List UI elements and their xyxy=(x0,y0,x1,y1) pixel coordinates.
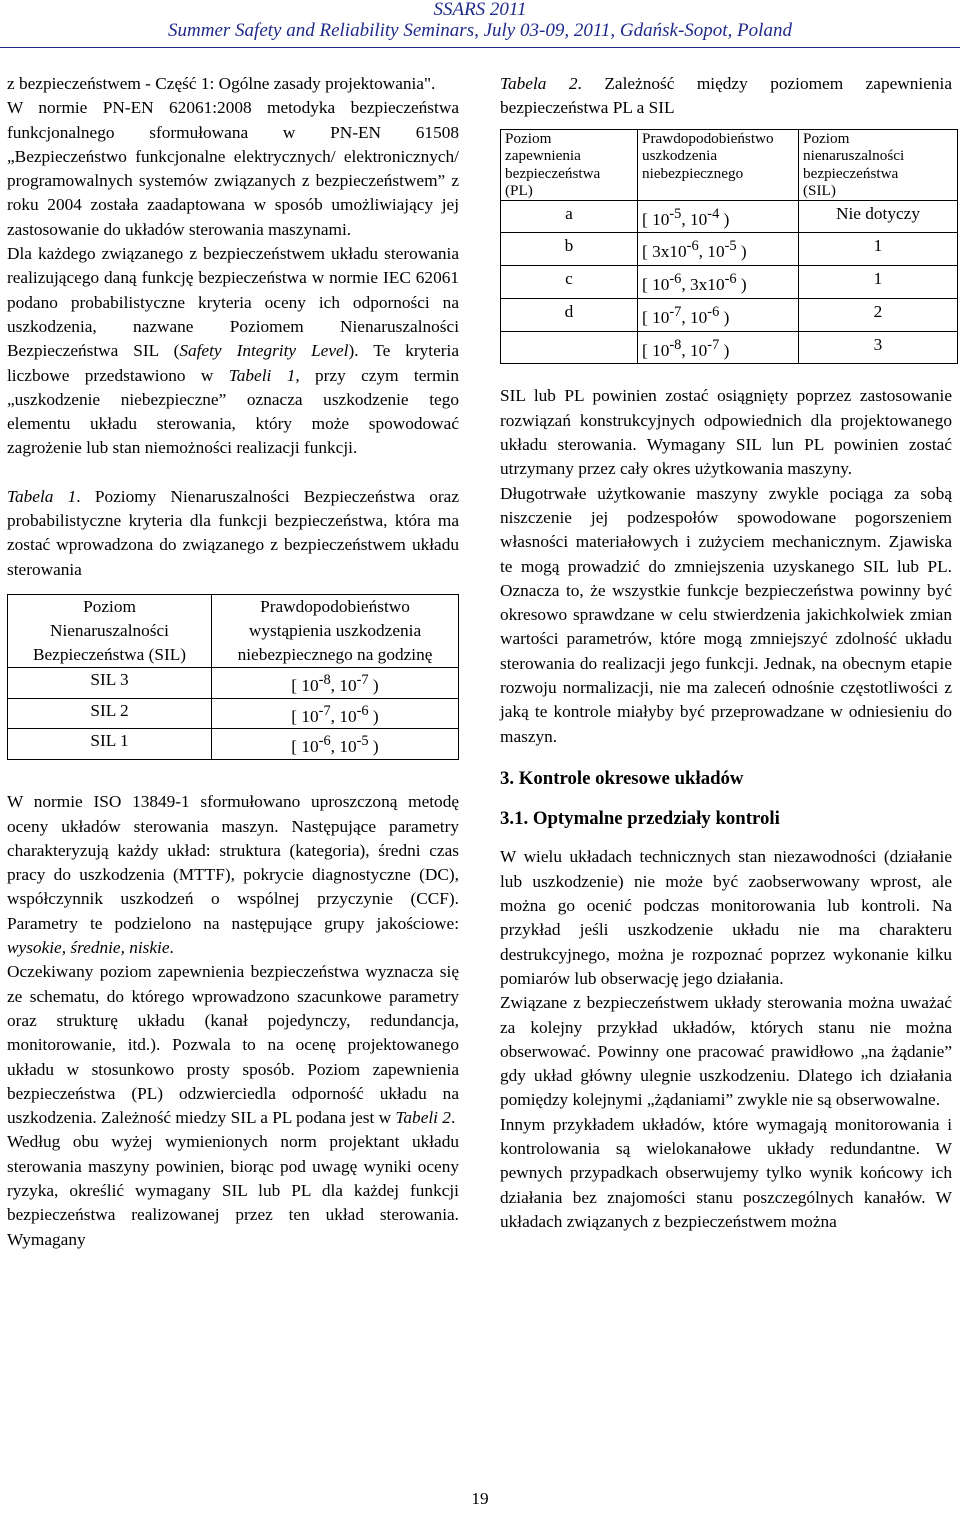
paragraph: Innym przykładem układów, które wymagają monitorowania i kontrolowania są wielokanałowe układy redundantne. W pewnych przypadkach obserwujemy tylko wynik końcowy ich działania bez znajomości stanu poszczególnych kanałów. W układach związanych z bezpieczeństwem można xyxy=(500,1114,952,1231)
table2-caption: Tabela 2. Zależność między poziomem zapewnienia bezpieczeństwa PL a SIL xyxy=(500,74,952,118)
table-header-cell: Prawdopodobieństwo wystąpienia uszkodzenia niebezpiecznego na godzinę xyxy=(212,594,459,667)
section-heading: 3. Kontrole okresowe układów xyxy=(500,767,744,789)
table-cell: [ $10^{-8}$, $10^{-7}$ ) xyxy=(638,331,799,364)
table-cell: [ $10^{-7}$, $10^{-6}$ ) xyxy=(212,698,459,729)
table-header-cell: Poziom nienaruszalności bezpieczeństwa (SIL) xyxy=(799,129,958,200)
table1 xyxy=(7,594,459,760)
paragraph: Długotrwałe użytkowanie maszyny zwykle pociąga za sobą niszczenie jej podzespołów spowodowane pogorszeniem własności materiałowych i zużyciem mechanicznym. Zjawiska te mogą prowadzić do zmniejszenia uzyskanego SIL lub PL. Oznacza to, że wszystkie funkcje bezpieczeństwa powinny być okresowo sprawdzane w celu stwierdzenia jakichkolwiek zmian wartości parametrów, które mogą zmniejszyć zdolność układu sterowania do realizacji jego funkcji. Jednak, na obecnym etapie rozwoju normalizacji, nie ma zaleceń odnośnie częstotliwości z jaką te kontrole miałyby być przeprowadzane w odniesieniu do maszyn. xyxy=(500,483,952,746)
table-row xyxy=(501,233,958,266)
table-cell: [ $10^{-6}$, $3x10^{-6}$ ) xyxy=(638,266,799,299)
table-cell: d xyxy=(501,298,638,331)
table-cell: [ $10^{-7}$, $10^{-6}$ ) xyxy=(638,298,799,331)
paragraph: Oczekiwany poziom zapewnienia bezpieczeństwa wyznacza się ze schematu, do którego wprowadzono szacunkowe parametry oraz strukturę układu (kanał pojedynczy, redundancja, monitorowanie, itd.). Pozwala to na ocenę projektowanego układu w stosunkowo prosty sposób. Poziom zapewnienia bezpieczeństwa (PL) odzwierciedla odporność układu na uszkodzenia. Zależność miedzy SIL a PL podana jest w Tabeli 2. xyxy=(7,962,459,1128)
subsection-heading: 3.1. Optymalne przedziały kontroli xyxy=(500,808,780,830)
table-cell: c xyxy=(501,266,638,299)
table2 xyxy=(500,129,958,365)
paragraph: W normie PN-EN 62061:2008 metodyka bezpieczeństwa funkcjonalnego sformułowana w PN-EN 61508 „Bezpieczeństwo funkcjonalne elektrycznych/ elektronicznych/ programowalnych systemów związanych z bezpieczeństwem” z roku 2004 została zaadaptowana w sposób umożliwiający jej zastosowanie do układów sterowania maszynami. xyxy=(7,98,459,239)
table-cell: 2 xyxy=(799,298,958,331)
table-cell: SIL 1 xyxy=(8,729,212,760)
paragraph: W normie ISO 13849-1 sformułowano uproszczoną metodę oceny układów sterowania maszyn. Następujące parametry charakteryzują każdy układ: struktura (kategoria), średni czas pracy do uszkodzenia (MTTF), pokrycie diagnostyczne (DC), współczynnik uszkodzeń o wspólnej przyczynie (CCF). Parametry te podzielono na następujące grupy jakościowe: wysokie, średnie, niskie. xyxy=(7,792,459,958)
table-header-cell: Poziom Nienaruszalności Bezpieczeństwa (SIL) xyxy=(8,594,212,667)
header-title: SSARS 2011 xyxy=(433,0,527,20)
header-rule xyxy=(0,47,960,48)
table-cell: b xyxy=(501,233,638,266)
table-cell: Nie dotyczy xyxy=(799,200,958,233)
header-subtitle: Summer Safety and Reliability Seminars, July 03-09, 2011, Gdańsk-Sopot, Poland xyxy=(168,20,792,41)
table-cell: 3 xyxy=(799,331,958,364)
table-header-cell: Poziom zapewnienia bezpieczeństwa (PL) xyxy=(501,129,638,200)
table-row xyxy=(8,698,459,729)
table-cell: 1 xyxy=(799,266,958,299)
table-cell: SIL 3 xyxy=(8,667,212,698)
left-column xyxy=(7,72,459,1252)
table-cell: [ $10^{-6}$, $10^{-5}$ ) xyxy=(212,729,459,760)
table-header-cell: Prawdopodobieństwo uszkodzenia niebezpiecznego xyxy=(638,129,799,200)
table-cell xyxy=(501,331,638,364)
table-header-row xyxy=(501,129,958,200)
paragraph: Związane z bezpieczeństwem układy sterowania można uważać za kolejny przykład układów, których stanu nie można obserwować. Powinny one pracować prawidłowo „na żądanie” gdy układ główny ulegnie uszkodzeniu. Dlatego ich działania pomiędzy kolejnymi „żądaniami” zwykle nie są obserwowalne. xyxy=(500,993,952,1110)
table-cell: 1 xyxy=(799,233,958,266)
table-row xyxy=(501,298,958,331)
table-header-row xyxy=(8,594,459,667)
table-cell: [ $3x10^{-6}$, $10^{-5}$ ) xyxy=(638,233,799,266)
table-row xyxy=(8,667,459,698)
table1-caption: Tabela 1. Poziomy Nienaruszalności Bezpieczeństwa oraz probabilistyczne kryteria dla funkcji bezpieczeństwa, która ma zostać wprowadzona do związanego z bezpieczeństwem układu sterowania xyxy=(7,486,460,579)
table-cell: SIL 2 xyxy=(8,698,212,729)
table-cell: [ $10^{-8}$, $10^{-7}$ ) xyxy=(212,667,459,698)
paragraph: z bezpieczeństwem - Część 1: Ogólne zasady projektowania". xyxy=(7,74,436,93)
paragraph: SIL lub PL powinien zostać osiągnięty poprzez zastosowanie rozwiązań konstrukcyjnych odpowiednich dla projektowanego układu sterowania. Wymagany SIL lun PL powinien zostać utrzymany przez cały okres użytkowania maszyny. xyxy=(500,386,952,479)
paragraph: Według obu wyżej wymienionych norm projektant układu sterowania maszyny powinien, biorąc pod uwagę wyniki oceny ryzyka, określić wymagany SIL lub PL dla każdej funkcji bezpieczeństwa realizowanej przez ten układ sterowania. Wymagany xyxy=(7,1132,459,1249)
table-cell: a xyxy=(501,200,638,233)
table-row xyxy=(501,266,958,299)
paragraph: Dla każdego związanego z bezpieczeństwem układu sterowania realizującego daną funkcję bezpieczeństwa w normie IEC 62061 podano probabilistyczne kryteria oceny ich odporności na uszkodzenia, nazwane Poziomem Nienaruszalności Bezpieczeństwa SIL (Safety Integrity Level). Te kryteria liczbowe przedstawiono w Tabeli 1, przy czym termin „uszkodzenie niebezpieczne” oznacza uszkodzenie tego elementu układu sterowania, który może spowodować zagrożenie lub stan niemożności realizacji funkcji. xyxy=(7,244,460,458)
paragraph: W wielu układach technicznych stan niezawodności (działanie lub uszkodzenie) nie może być zaobserwowany wprost, ale można go ocenić podczas monitorowania lub kontroli. Na przykład jeśli uszkodzenie układu nie ma charakteru destrukcyjnego, można je rozpoznać poprzez wykonanie kilku pomiarów lub obserwację jego działania. xyxy=(500,847,952,988)
table-row xyxy=(501,200,958,233)
page-number: 19 xyxy=(471,1489,489,1508)
table-cell: [ $10^{-5}$, $10^{-4}$ ) xyxy=(638,200,799,233)
right-column xyxy=(500,72,952,1234)
table-row xyxy=(501,331,958,364)
table-row xyxy=(8,729,459,760)
